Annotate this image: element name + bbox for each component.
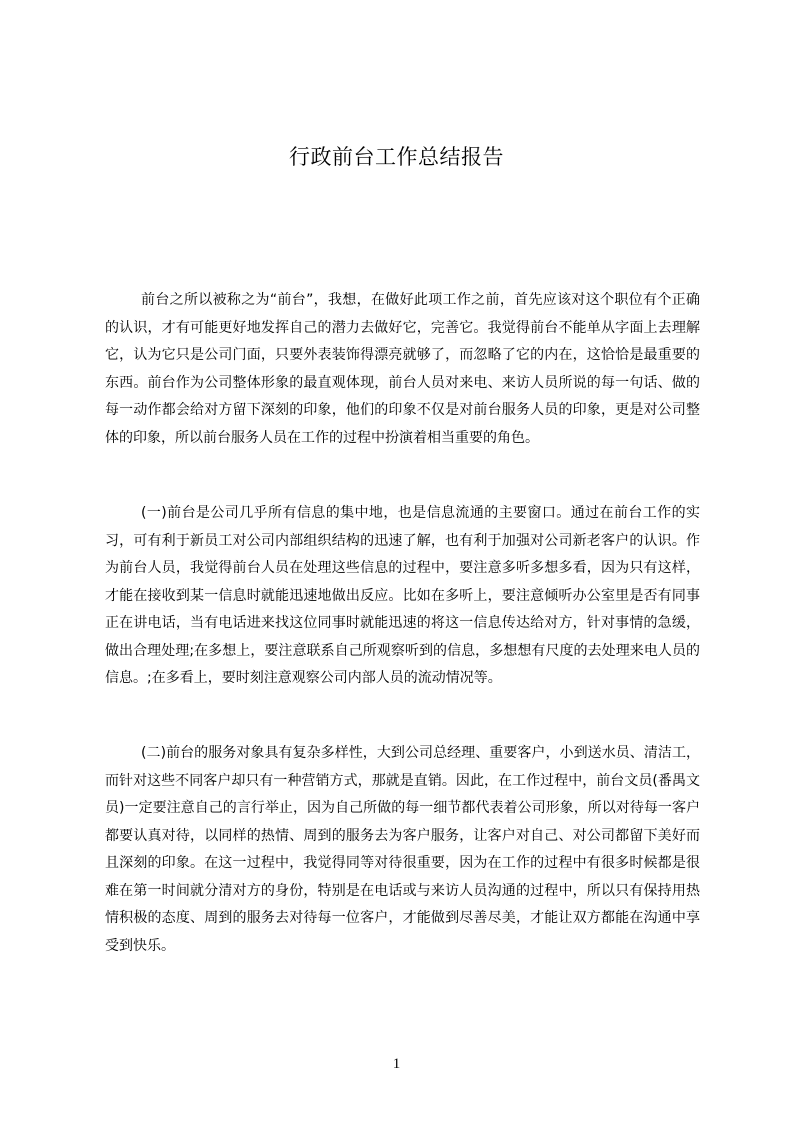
paragraph-section-1: (一)前台是公司几乎所有信息的集中地，也是信息流通的主要窗口。通过在前台工作的实习，可有利于新员工对公司内部组织结构的迅速了解，也有利于加强对公司新老客户的认识。作为前台人员，我觉得前台人员在处理这些信息的过程中，要注意多听多想多看，因为只有这样，才能在接收到某一信息时就能迅速地做出反应。比如在多听上，要注意倾听办公室里是否有同事正在讲电话，当有电话进来找这位同事时就能迅速的将这一信息传达给对方，针对事情的急缓，做出合理处理;在多想上，要注意联系自己所观察听到的信息，多想想有尺度的去处理来电人员的信息。;在多看上，要时刻注意观察公司内部人员的流动情况等。 [105, 505, 700, 686]
paragraph-section-2: (二)前台的服务对象具有复杂多样性，大到公司总经理、重要客户，小到送水员、清洁工，而针对这些不同客户却只有一种营销方式，那就是直销。因此，在工作过程中，前台文员(番禺文员)一定要注意自己的言行举止，因为自己所做的每一细节都代表着公司形象，所以对待每一客户都要认真对待，以同样的热情、周到的服务去为客户服务，让客户对自己、对公司都留下美好而且深刻的印象。在这一过程中，我觉得同等对待很重要，因为在工作的过程中有很多时候都是很难在第一时间就分清对方的身份，特别是在电话或与来访人员沟通的过程中，所以只有保持用热情积极的态度、周到的服务去对待每一位客户，才能做到尽善尽美，才能让双方都能在沟通中享受到快乐。 [105, 745, 700, 954]
paragraph-intro: 前台之所以被称之为“前台”，我想，在做好此项工作之前，首先应该对这个职位有个正确的认识，才有可能更好地发挥自己的潜力去做好它，完善它。我觉得前台不能单从字面上去理解它，认为它只是公司门面，只要外表装饰得漂亮就够了，而忽略了它的内在，这恰恰是最重要的东西。前台作为公司整体形象的最直观体现，前台人员对来电、来访人员所说的每一句话、做的每一动作都会给对方留下深刻的印象，他们的印象不仅是对前台服务人员的印象，更是对公司整体的印象，所以前台服务人员在工作的过程中扮演着相当重要的角色。 [105, 292, 700, 446]
page-number: 1 [392, 1056, 401, 1072]
document-title: 行政前台工作总结报告 [289, 145, 504, 169]
